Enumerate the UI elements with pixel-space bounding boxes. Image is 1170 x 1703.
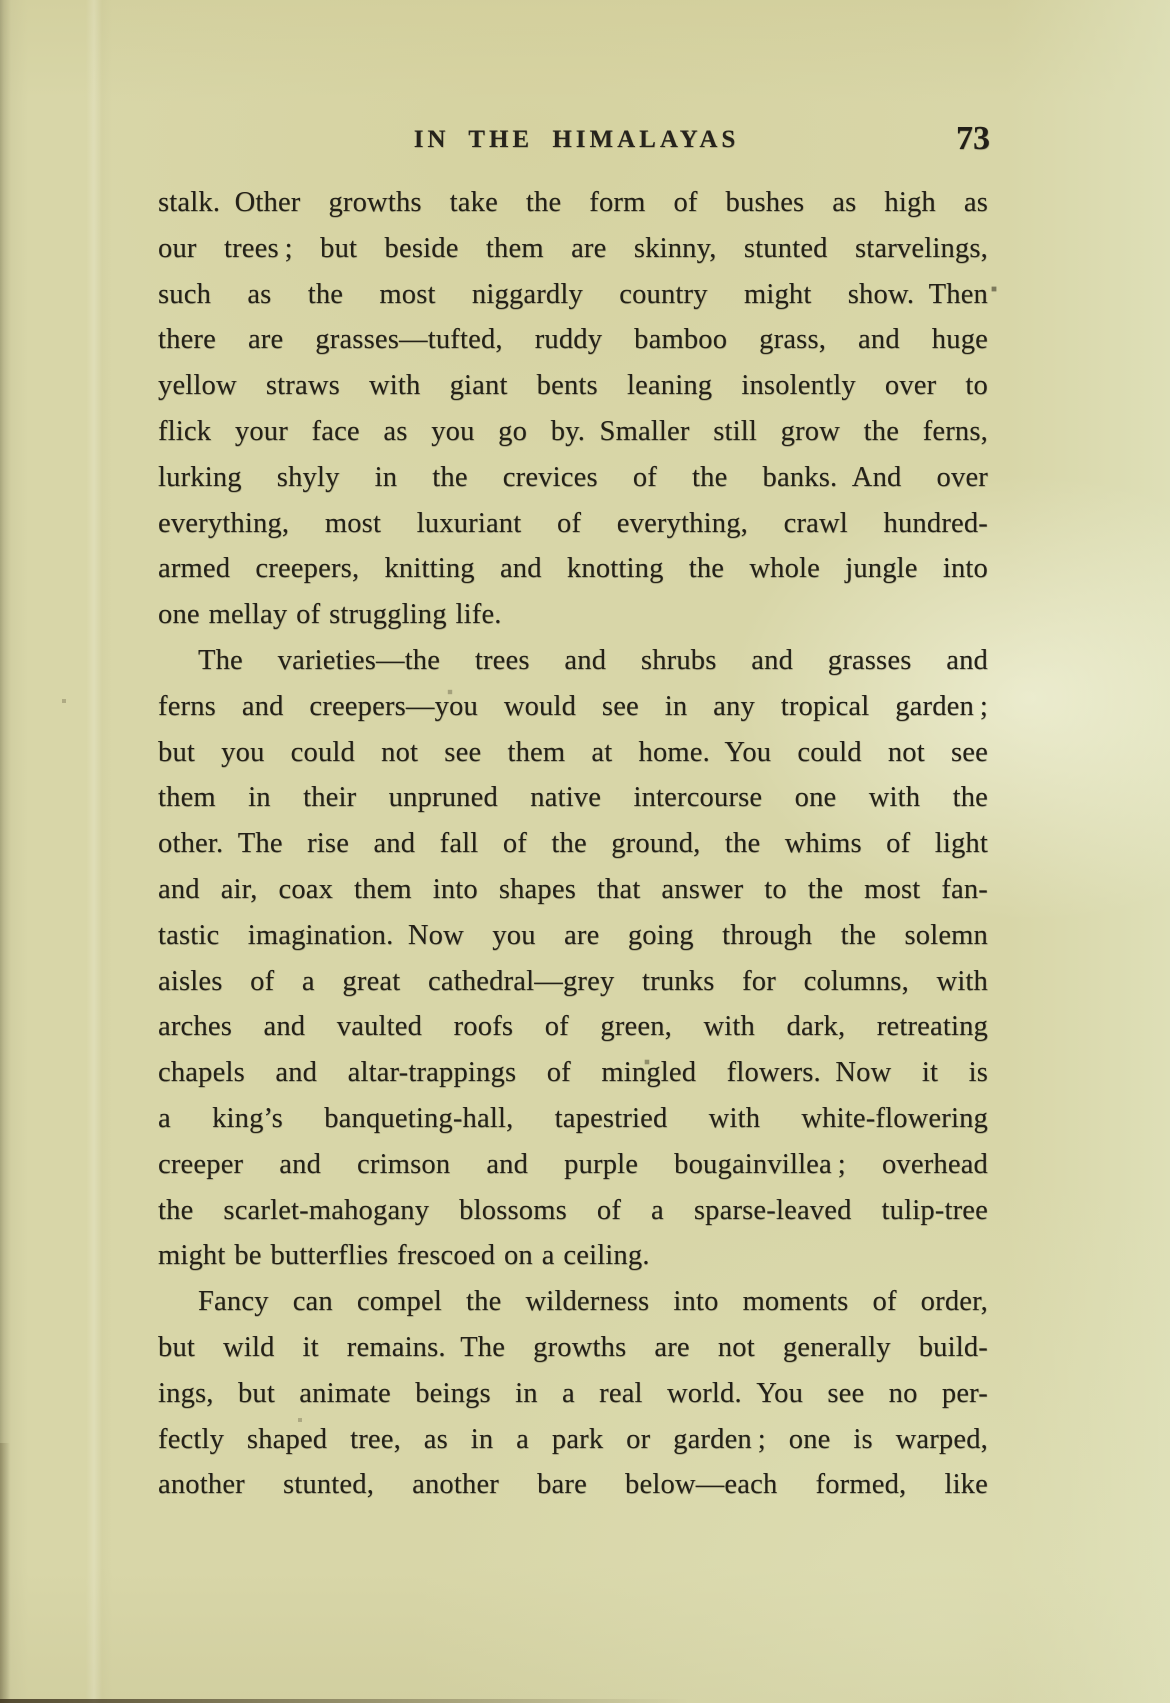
text-line: fectly shaped tree, as in a park or garden ; one is warped, xyxy=(158,1423,988,1455)
text-line: everything, most luxuriant of everything, crawl hundred- xyxy=(158,507,988,539)
text-line: and air, coax them into shapes that answer to the most fan- xyxy=(158,873,988,905)
text-line: lurking shyly in the crevices of the banks. And over xyxy=(158,461,988,493)
text-line: yellow straws with giant bents leaning insolently over to xyxy=(158,370,988,402)
text-line: armed creepers, knitting and knotting the whole jungle into xyxy=(158,553,988,585)
text-line: one mellay of struggling life. xyxy=(158,599,502,631)
text-line: other. The rise and fall of the ground, the whims of light xyxy=(158,828,988,860)
text-line: aisles of a great cathedral—grey trunks for columns, with xyxy=(158,965,988,997)
paper-specks xyxy=(0,0,2,2)
running-title: IN THE HIMALAYAS xyxy=(413,126,740,153)
text-line: stalk. Other growths take the form of bushes as high as xyxy=(158,187,988,218)
text-line: but you could not see them at home. You could not see xyxy=(158,736,988,768)
text-line: them in their unpruned native intercourse one with the xyxy=(158,782,988,814)
text-line: there are grasses—tufted, ruddy bamboo grass, and huge xyxy=(158,324,988,356)
text-line: creeper and crimson and purple bougainvillea ; overhead xyxy=(158,1148,988,1180)
text-line: a king’s banqueting-hall, tapestried with white-flowering xyxy=(158,1102,988,1134)
page-bottom-edge xyxy=(0,1699,725,1703)
text-line: arches and vaulted roofs of green, with dark, retreating xyxy=(158,1011,988,1043)
text-line: chapels and altar-trappings of mingled flowers. Now it is xyxy=(158,1057,988,1089)
text-line: might be butterflies frescoed on a ceiling. xyxy=(158,1240,650,1272)
page-edge-shadow xyxy=(0,1443,10,1703)
text-line: Fancy can compel the wilderness into moments of order, xyxy=(198,1286,988,1318)
text-line: the scarlet-mahogany blossoms of a sparse-leaved tulip-tree xyxy=(158,1194,988,1226)
text-line: ings, but animate beings in a real world. You see no per- xyxy=(158,1377,988,1409)
text-line: tastic imagination. Now you are going through the solemn xyxy=(158,919,988,951)
text-line: ferns and creepers—you would see in any tropical garden ; xyxy=(158,690,988,722)
text-block xyxy=(158,180,988,1508)
text-line: our trees ; but beside them are skinny, stunted starvelings, xyxy=(158,232,988,264)
text-line: another stunted, another bare below—each formed, like xyxy=(158,1469,988,1501)
text-line: flick your face as you go by. Smaller still grow the ferns, xyxy=(158,415,988,447)
text-line: but wild it remains. The growths are not generally build- xyxy=(158,1331,988,1363)
text-line: such as the most niggardly country might show. Then xyxy=(158,278,988,310)
text-line: The varieties—the trees and shrubs and grasses and xyxy=(198,644,988,676)
page-number: 73 xyxy=(956,120,990,157)
